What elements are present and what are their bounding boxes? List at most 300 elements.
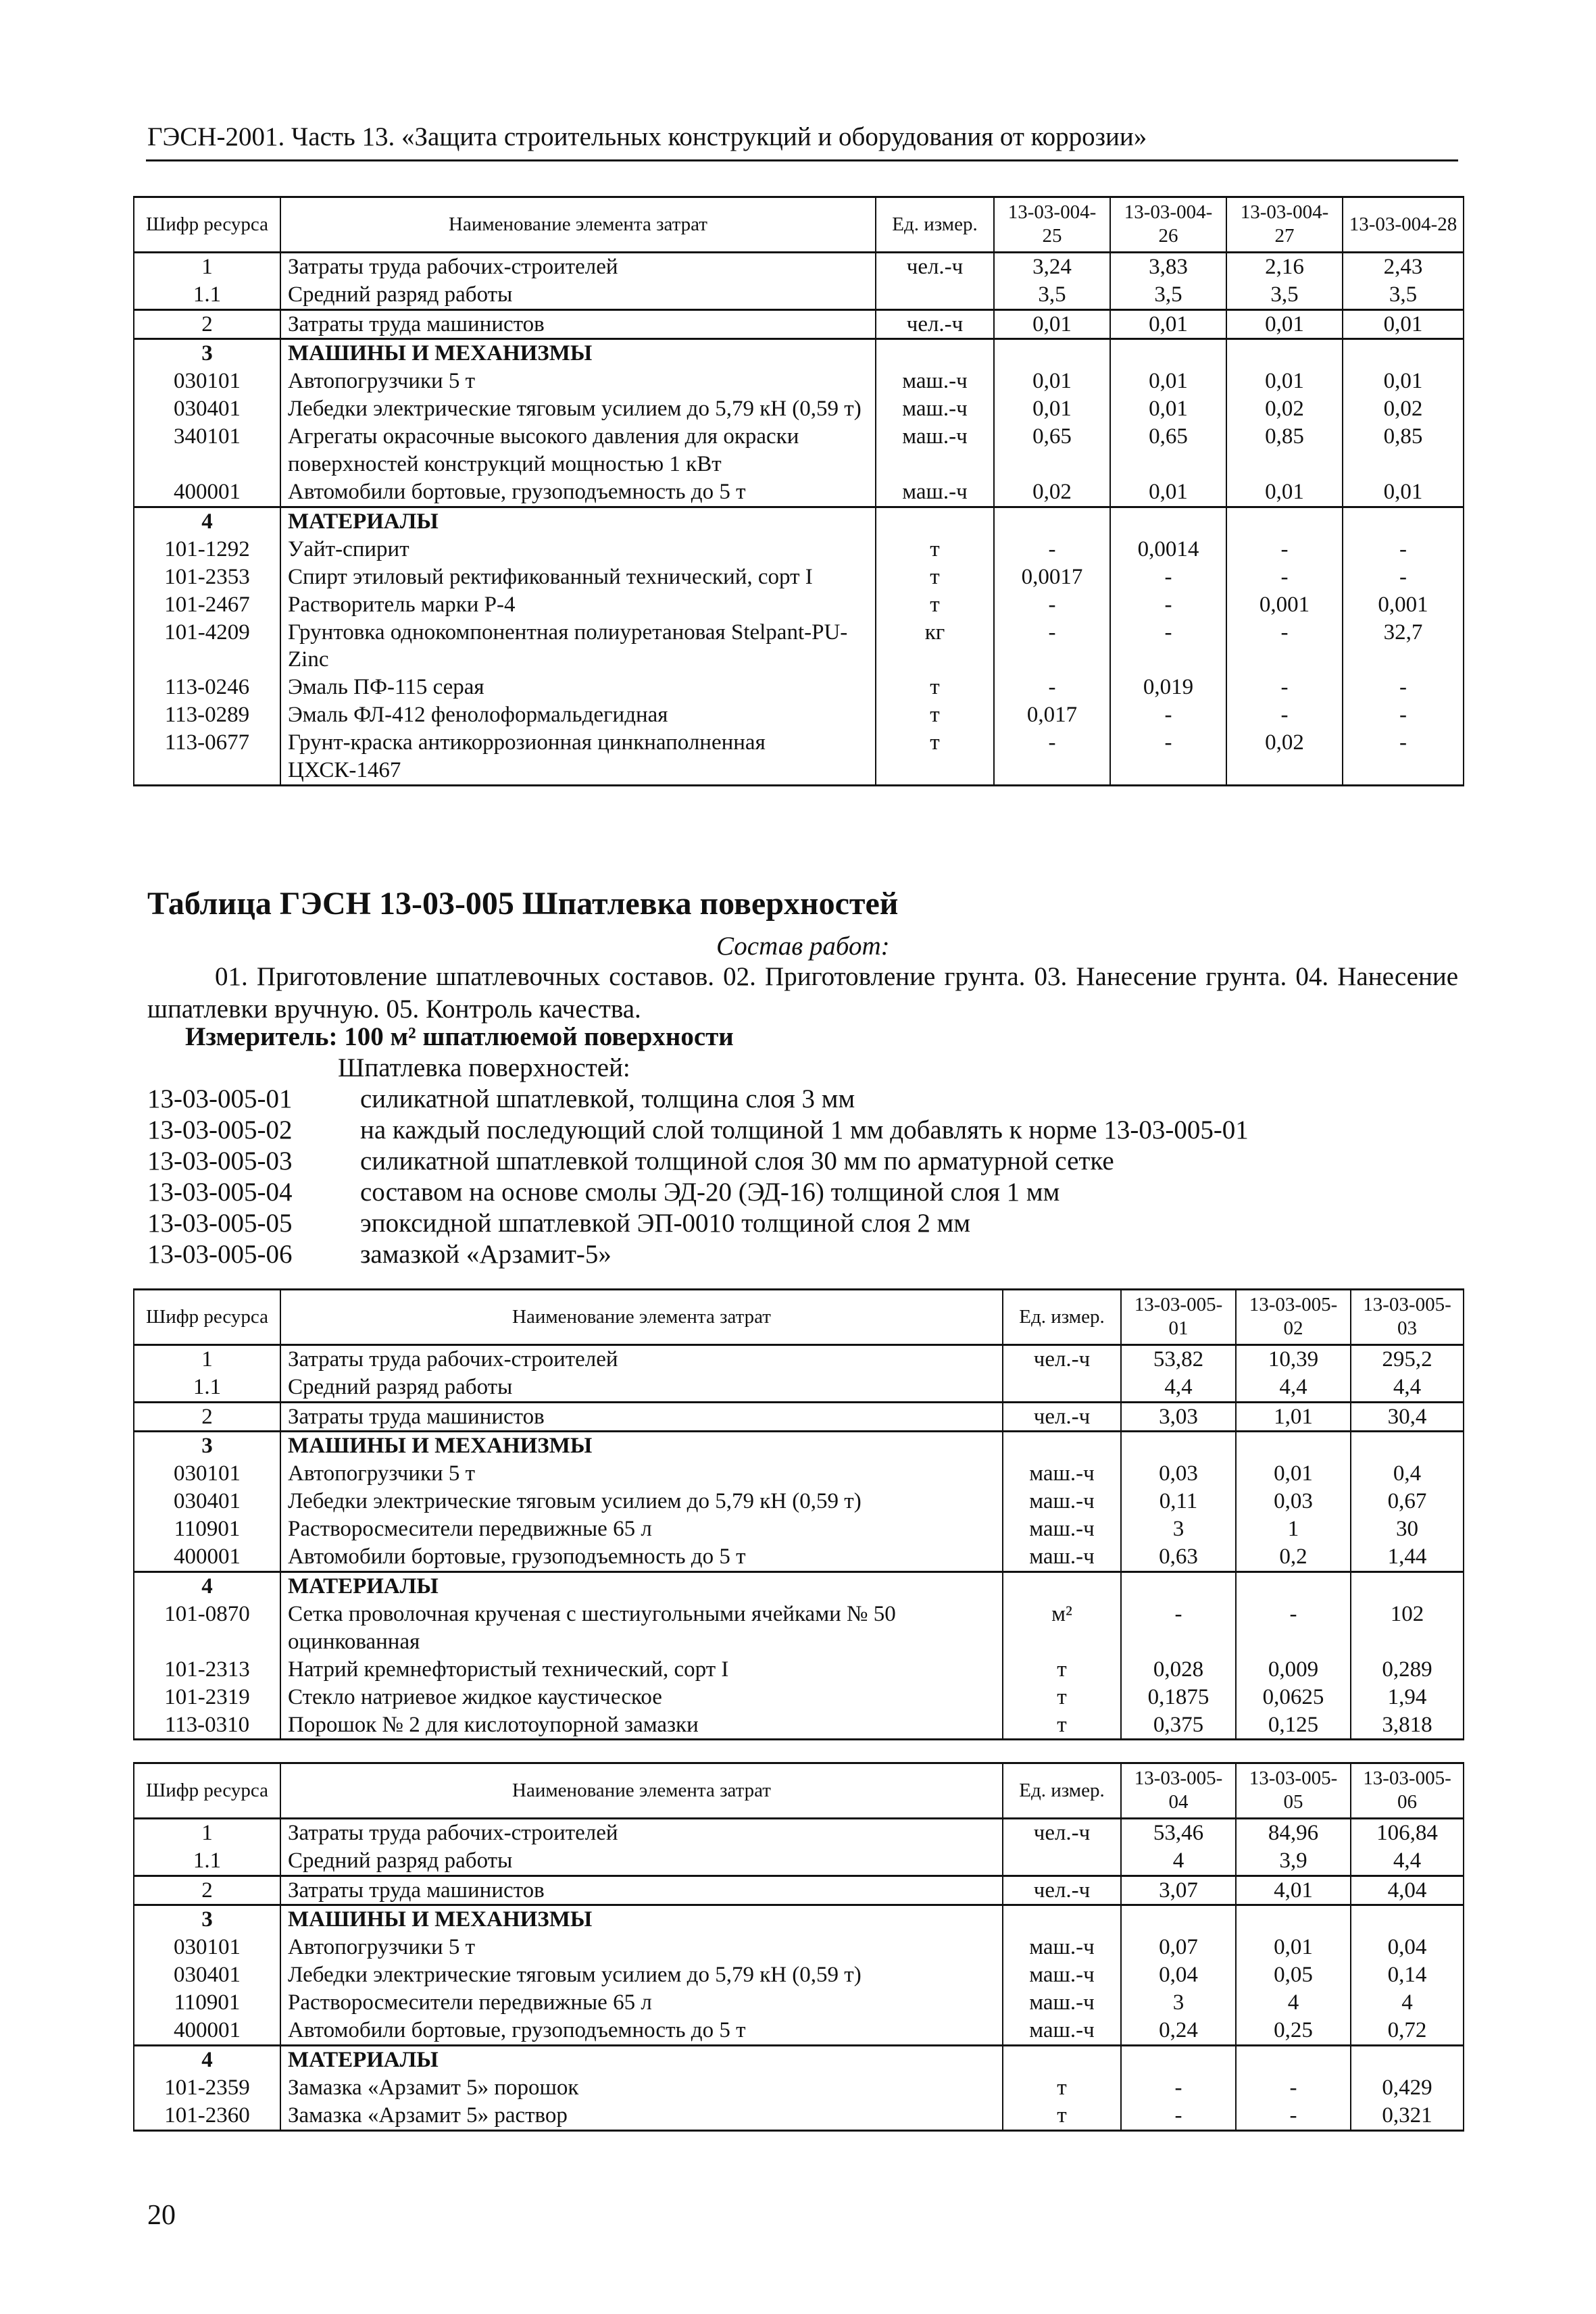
norm-code: 13-03-005-03	[147, 1147, 293, 1176]
resource-code: 1.1	[134, 281, 280, 309]
norm-text: на каждый последующий слой толщиной 1 мм добавлять к норме 13-03-005-01	[360, 1115, 1249, 1145]
resource-name: Уайт-спирит	[280, 536, 876, 563]
norm-value: -	[1226, 701, 1343, 729]
resource-name: Стекло натриевое жидкое каустическое	[280, 1684, 1003, 1711]
norm-value: 2,16	[1226, 252, 1343, 280]
table-row	[134, 536, 1464, 563]
resource-unit: маш.-ч	[876, 478, 994, 507]
table-row	[134, 1989, 1464, 2017]
table-row	[134, 1515, 1464, 1543]
norm-value: 84,96	[1236, 1818, 1351, 1846]
norm-value: 30,4	[1351, 1402, 1464, 1432]
resource-unit: т	[1003, 1711, 1121, 1740]
norm-value: -	[994, 619, 1110, 674]
column-header: 13-03-005-04	[1121, 1763, 1236, 1819]
norm-code: 13-03-005-06	[147, 1240, 293, 1269]
resource-code: 101-2319	[134, 1684, 280, 1711]
norm-value: 4,4	[1121, 1374, 1236, 1402]
column-header: Ед. измер.	[876, 197, 994, 253]
norm-value: 0,0014	[1110, 536, 1226, 563]
resource-code: 1	[134, 1818, 280, 1846]
norm-value: 0,017	[994, 701, 1110, 729]
resource-code: 101-0870	[134, 1601, 280, 1656]
resource-code: 030101	[134, 368, 280, 395]
norm-value: 295,2	[1351, 1344, 1464, 1373]
resource-code: 101-1292	[134, 536, 280, 563]
resource-name: Грунт-краска антикоррозионная цинкнаполненная ЦХСК-1467	[280, 729, 876, 785]
norm-value: 3,9	[1236, 1847, 1351, 1876]
norm-value: -	[1236, 1601, 1351, 1656]
resource-name: Растворитель марки Р-4	[280, 591, 876, 619]
norm-value: 0,125	[1236, 1711, 1351, 1740]
resource-code: 400001	[134, 478, 280, 507]
resource-name: Затраты труда машинистов	[280, 1402, 1003, 1432]
norm-value: 1,01	[1236, 1402, 1351, 1432]
resource-code: 1.1	[134, 1847, 280, 1876]
norm-value: 3,5	[1110, 281, 1226, 309]
norm-value	[1351, 2046, 1464, 2074]
table-row	[134, 1374, 1464, 1402]
norm-value: 0,01	[1226, 368, 1343, 395]
resource-unit: маш.-ч	[876, 395, 994, 423]
table-row	[134, 507, 1464, 535]
norm-value: -	[1110, 563, 1226, 591]
norm-value: 0,028	[1121, 1656, 1236, 1684]
norm-value: 0,001	[1343, 591, 1464, 619]
table-row	[134, 478, 1464, 507]
norm-value: 0,01	[1110, 395, 1226, 423]
resource-name: МАШИНЫ И МЕХАНИЗМЫ	[280, 339, 876, 368]
meter-line: Измеритель: 100 м² шпатлюемой поверхности	[185, 1022, 734, 1051]
norm-value: 0,01	[994, 368, 1110, 395]
norm-value: 3,03	[1121, 1402, 1236, 1432]
resource-unit: маш.-ч	[1003, 1488, 1121, 1515]
norm-value: 0,321	[1351, 2102, 1464, 2130]
resource-code: 113-0289	[134, 701, 280, 729]
resource-code: 110901	[134, 1989, 280, 2017]
resource-unit: маш.-ч	[876, 368, 994, 395]
norm-value	[1343, 339, 1464, 368]
table-row	[134, 1905, 1464, 1934]
resource-unit: т	[1003, 1684, 1121, 1711]
resource-unit: м²	[1003, 1601, 1121, 1656]
resource-name: Автопогрузчики 5 т	[280, 1460, 1003, 1488]
resource-code: 4	[134, 1572, 280, 1601]
resource-name: Затраты труда рабочих-строителей	[280, 1344, 1003, 1373]
resource-code: 113-0677	[134, 729, 280, 785]
norm-value: 0,01	[1110, 309, 1226, 339]
table-row	[134, 1656, 1464, 1684]
resource-name: Средний разряд работы	[280, 1847, 1003, 1876]
norm-value: 0,03	[1236, 1488, 1351, 1515]
norm-value	[1110, 339, 1226, 368]
norm-item	[147, 1146, 1249, 1177]
norm-value	[1226, 507, 1343, 535]
norm-value: 0,07	[1121, 1934, 1236, 1961]
norm-item	[147, 1115, 1249, 1146]
resource-name: Затраты труда машинистов	[280, 1876, 1003, 1905]
norm-value: 0,009	[1236, 1656, 1351, 1684]
resource-code: 101-2313	[134, 1656, 280, 1684]
norm-value: 32,7	[1343, 619, 1464, 674]
norm-value	[1236, 1432, 1351, 1460]
norm-value: 0,001	[1226, 591, 1343, 619]
norm-value: 0,01	[1343, 309, 1464, 339]
table-row	[134, 1934, 1464, 1961]
table-row	[134, 1402, 1464, 1432]
column-header: 13-03-005-01	[1121, 1290, 1236, 1345]
table-row	[134, 309, 1464, 339]
resource-table-005-b	[133, 1762, 1464, 2132]
resource-code: 110901	[134, 1515, 280, 1543]
resource-name: Замазка «Арзамит 5» раствор	[280, 2102, 1003, 2130]
resource-code: 101-2360	[134, 2102, 280, 2130]
norm-value: 0,72	[1351, 2017, 1464, 2045]
column-header: 13-03-005-05	[1236, 1763, 1351, 1819]
table-row	[134, 2074, 1464, 2102]
norm-item	[147, 1239, 1249, 1270]
norm-value	[1226, 339, 1343, 368]
norm-value: 0,019	[1110, 674, 1226, 701]
norm-value	[1121, 2046, 1236, 2074]
resource-name: МАТЕРИАЛЫ	[280, 1572, 1003, 1601]
norm-value: 0,25	[1236, 2017, 1351, 2045]
table-row	[134, 1572, 1464, 1601]
resource-unit: чел.-ч	[876, 252, 994, 280]
norm-value	[994, 339, 1110, 368]
norm-value	[1121, 1905, 1236, 1934]
norm-value: 0,65	[994, 423, 1110, 478]
norm-value: 0,65	[1110, 423, 1226, 478]
resource-unit	[1003, 1847, 1121, 1876]
norm-item	[147, 1084, 1249, 1115]
table-row	[134, 729, 1464, 785]
norm-value	[1110, 507, 1226, 535]
table-row	[134, 591, 1464, 619]
norm-value: -	[1343, 701, 1464, 729]
table-row	[134, 1601, 1464, 1656]
resource-unit	[1003, 1572, 1121, 1601]
norm-value: 1,44	[1351, 1543, 1464, 1571]
norm-value: 0,01	[1226, 478, 1343, 507]
norm-value: 0,01	[994, 395, 1110, 423]
column-header: Ед. измер.	[1003, 1290, 1121, 1345]
resource-code: 4	[134, 507, 280, 535]
norm-value	[1351, 1905, 1464, 1934]
norm-value: -	[1121, 2102, 1236, 2130]
resource-code: 3	[134, 339, 280, 368]
norm-value: 0,24	[1121, 2017, 1236, 2045]
table-row	[134, 619, 1464, 674]
table-row	[134, 1961, 1464, 1989]
table-row	[134, 339, 1464, 368]
resource-name: Автомобили бортовые, грузоподъемность до 5 т	[280, 1543, 1003, 1571]
norm-value: -	[1121, 2074, 1236, 2102]
column-header: Наименование элемента затрат	[280, 197, 876, 253]
resource-code: 4	[134, 2046, 280, 2074]
table-row	[134, 1460, 1464, 1488]
table-row	[134, 674, 1464, 701]
resource-unit: т	[1003, 2074, 1121, 2102]
resource-name: Затраты труда рабочих-строителей	[280, 1818, 1003, 1846]
table-row	[134, 1344, 1464, 1373]
column-header: 13-03-004-26	[1110, 197, 1226, 253]
resource-name: МАТЕРИАЛЫ	[280, 507, 876, 535]
norm-value: -	[994, 591, 1110, 619]
norm-code: 13-03-005-05	[147, 1209, 293, 1238]
norm-value: 0,01	[1343, 368, 1464, 395]
norm-value	[1121, 1572, 1236, 1601]
resource-code: 030401	[134, 395, 280, 423]
norm-value: 0,0017	[994, 563, 1110, 591]
resource-unit: кг	[876, 619, 994, 674]
resource-code: 101-2359	[134, 2074, 280, 2102]
norm-value: -	[1226, 536, 1343, 563]
resource-name: Лебедки электрические тяговым усилием до 5,79 кН (0,59 т)	[280, 1488, 1003, 1515]
resource-name: Сетка проволочная крученая с шестиугольными ячейками № 50 оцинкованная	[280, 1601, 1003, 1656]
norm-value	[1351, 1432, 1464, 1460]
column-header: 13-03-004-25	[994, 197, 1110, 253]
column-header: Наименование элемента затрат	[280, 1290, 1003, 1345]
resource-name: Затраты труда рабочих-строителей	[280, 252, 876, 280]
table-header	[134, 1763, 1464, 1819]
norm-value: 0,02	[1226, 395, 1343, 423]
resource-name: Лебедки электрические тяговым усилием до 5,79 кН (0,59 т)	[280, 1961, 1003, 1989]
norm-item	[147, 1208, 1249, 1239]
section-title: Таблица ГЭСН 13-03-005 Шпатлевка поверхностей	[147, 886, 899, 922]
norm-value	[1236, 2046, 1351, 2074]
norm-value: 4,4	[1351, 1847, 1464, 1876]
resource-code: 030401	[134, 1961, 280, 1989]
norm-value: 0,01	[1226, 309, 1343, 339]
norm-value: 0,02	[1226, 729, 1343, 785]
norm-value: 0,01	[1110, 478, 1226, 507]
norm-value: 106,84	[1351, 1818, 1464, 1846]
norm-value: 4,4	[1236, 1374, 1351, 1402]
norm-value: 1	[1236, 1515, 1351, 1543]
table-row	[134, 701, 1464, 729]
table-row	[134, 281, 1464, 309]
table-row	[134, 2102, 1464, 2130]
resource-code: 113-0246	[134, 674, 280, 701]
norm-text: силикатной шпатлевкой толщиной слоя 30 мм по арматурной сетке	[360, 1147, 1114, 1176]
operations-text: 01. Приготовление шпатлевочных составов. 02. Приготовление грунта. 03. Нанесение грунта. 04. Нанесение шпатлевки вручную. 05. Контроль качества.	[147, 962, 1458, 1024]
norm-value: 0,11	[1121, 1488, 1236, 1515]
table-row	[134, 563, 1464, 591]
resource-unit: чел.-ч	[1003, 1818, 1121, 1846]
norm-value: 0,01	[1236, 1460, 1351, 1488]
table-row	[134, 423, 1464, 478]
norm-value: 3,5	[994, 281, 1110, 309]
resource-unit: т	[1003, 1656, 1121, 1684]
norm-value: 0,02	[994, 478, 1110, 507]
norm-value: -	[1110, 591, 1226, 619]
resource-unit: маш.-ч	[1003, 1961, 1121, 1989]
table-row	[134, 368, 1464, 395]
norm-value: 0,04	[1121, 1961, 1236, 1989]
norm-value: 0,01	[1110, 368, 1226, 395]
resource-code: 030401	[134, 1488, 280, 1515]
resource-code: 1.1	[134, 1374, 280, 1402]
resource-name: Замазка «Арзамит 5» порошок	[280, 2074, 1003, 2102]
norm-value: 102	[1351, 1601, 1464, 1656]
resource-unit	[1003, 1374, 1121, 1402]
norm-value	[1236, 1905, 1351, 1934]
resource-unit: маш.-ч	[876, 423, 994, 478]
resource-name: Агрегаты окрасочные высокого давления для окраски поверхностей конструкций мощностью 1 кВт	[280, 423, 876, 478]
resource-code: 2	[134, 309, 280, 339]
resource-unit: маш.-ч	[1003, 1989, 1121, 2017]
resource-name: МАШИНЫ И МЕХАНИЗМЫ	[280, 1432, 1003, 1460]
norm-value: 0,4	[1351, 1460, 1464, 1488]
resource-code: 3	[134, 1432, 280, 1460]
norm-value: -	[1110, 729, 1226, 785]
resource-unit: т	[876, 591, 994, 619]
resource-code: 101-4209	[134, 619, 280, 674]
norm-value: 3,24	[994, 252, 1110, 280]
norm-value: -	[1343, 674, 1464, 701]
norm-value	[1236, 1572, 1351, 1601]
resource-unit: т	[876, 674, 994, 701]
resource-name: Растворосмесители передвижные 65 л	[280, 1515, 1003, 1543]
resource-name: Затраты труда машинистов	[280, 309, 876, 339]
table-row	[134, 1488, 1464, 1515]
resource-unit: т	[876, 701, 994, 729]
norm-value: 3,818	[1351, 1711, 1464, 1740]
table-row	[134, 1847, 1464, 1876]
norm-value: 53,46	[1121, 1818, 1236, 1846]
norm-value: -	[994, 674, 1110, 701]
resource-unit: т	[1003, 2102, 1121, 2130]
norm-value: 2,43	[1343, 252, 1464, 280]
norm-value: 0,429	[1351, 2074, 1464, 2102]
resource-name: Автопогрузчики 5 т	[280, 1934, 1003, 1961]
resource-unit: чел.-ч	[1003, 1344, 1121, 1373]
page-number: 20	[147, 2200, 176, 2231]
resource-unit: маш.-ч	[1003, 2017, 1121, 2045]
resource-unit: т	[876, 729, 994, 785]
norm-text: эпоксидной шпатлевкой ЭП-0010 толщиной слоя 2 мм	[360, 1209, 970, 1238]
resource-unit	[1003, 1432, 1121, 1460]
resource-name: Растворосмесители передвижные 65 л	[280, 1989, 1003, 2017]
norm-value: -	[1343, 536, 1464, 563]
norm-value: 10,39	[1236, 1344, 1351, 1373]
table-row	[134, 1543, 1464, 1571]
norm-value: -	[1236, 2074, 1351, 2102]
norm-value: 0,03	[1121, 1460, 1236, 1488]
norm-value: 0,85	[1343, 423, 1464, 478]
norm-value: 3,5	[1226, 281, 1343, 309]
norm-value	[1351, 1572, 1464, 1601]
norm-value: 30	[1351, 1515, 1464, 1543]
resource-code: 340101	[134, 423, 280, 478]
column-header: Наименование элемента затрат	[280, 1763, 1003, 1819]
table-row	[134, 2017, 1464, 2045]
resource-name: Спирт этиловый ректификованный технический, сорт I	[280, 563, 876, 591]
resource-code: 101-2353	[134, 563, 280, 591]
column-header: 13-03-004-27	[1226, 197, 1343, 253]
table-row	[134, 1711, 1464, 1740]
norm-value: 0,04	[1351, 1934, 1464, 1961]
norm-value: 3,83	[1110, 252, 1226, 280]
resource-name: Средний разряд работы	[280, 281, 876, 309]
norm-text: составом на основе смолы ЭД-20 (ЭД-16) толщиной слоя 1 мм	[360, 1178, 1060, 1207]
resource-unit: маш.-ч	[1003, 1460, 1121, 1488]
norm-text: силикатной шпатлевкой, толщина слоя 3 мм	[360, 1084, 855, 1113]
table-row	[134, 1876, 1464, 1905]
table-row	[134, 1818, 1464, 1846]
resource-name: Автопогрузчики 5 т	[280, 368, 876, 395]
norm-value	[1343, 507, 1464, 535]
resource-unit: т	[876, 536, 994, 563]
norm-code: 13-03-005-02	[147, 1115, 293, 1145]
column-header: Шифр ресурса	[134, 197, 280, 253]
column-header: Ед. измер.	[1003, 1763, 1121, 1819]
running-header: ГЭСН-2001. Часть 13. «Защита строительных конструкций и оборудования от коррозии»	[147, 122, 1147, 151]
table-row	[134, 1684, 1464, 1711]
norm-value	[1121, 1432, 1236, 1460]
norm-value: -	[1226, 674, 1343, 701]
resource-unit	[876, 339, 994, 368]
resource-unit: маш.-ч	[1003, 1543, 1121, 1571]
norm-item	[147, 1177, 1249, 1208]
section-subtitle: Состав работ:	[716, 932, 890, 961]
norm-value: 0,05	[1236, 1961, 1351, 1989]
resource-name: Средний разряд работы	[280, 1374, 1003, 1402]
norm-value: -	[1236, 2102, 1351, 2130]
norm-value: 3	[1121, 1989, 1236, 2017]
norm-code: 13-03-005-04	[147, 1178, 293, 1207]
norm-value: 3,07	[1121, 1876, 1236, 1905]
norm-value: 4	[1236, 1989, 1351, 2017]
resource-code: 400001	[134, 2017, 280, 2045]
norm-value: 0,01	[994, 309, 1110, 339]
norm-value: 1,94	[1351, 1684, 1464, 1711]
table-row	[134, 2046, 1464, 2074]
norm-value: -	[1110, 619, 1226, 674]
column-header: 13-03-005-02	[1236, 1290, 1351, 1345]
resource-code: 400001	[134, 1543, 280, 1571]
resource-name: МАШИНЫ И МЕХАНИЗМЫ	[280, 1905, 1003, 1934]
norm-value: 0,1875	[1121, 1684, 1236, 1711]
table-row	[134, 252, 1464, 280]
norm-value: 4,04	[1351, 1876, 1464, 1905]
resource-name: Лебедки электрические тяговым усилием до 5,79 кН (0,59 т)	[280, 395, 876, 423]
norm-value: 4	[1121, 1847, 1236, 1876]
norm-value: 4,4	[1351, 1374, 1464, 1402]
resource-code: 2	[134, 1876, 280, 1905]
norm-value: 53,82	[1121, 1344, 1236, 1373]
norm-value: -	[1121, 1601, 1236, 1656]
resource-code: 1	[134, 252, 280, 280]
resource-code: 2	[134, 1402, 280, 1432]
norm-value: 0,67	[1351, 1488, 1464, 1515]
table-row	[134, 1432, 1464, 1460]
resource-code: 101-2467	[134, 591, 280, 619]
norm-value: -	[1226, 563, 1343, 591]
norm-value: 0,02	[1343, 395, 1464, 423]
resource-name: Автомобили бортовые, грузоподъемность до 5 т	[280, 478, 876, 507]
resource-unit: чел.-ч	[1003, 1402, 1121, 1432]
table-header	[134, 197, 1464, 253]
resource-unit: маш.-ч	[1003, 1934, 1121, 1961]
resource-name: Автомобили бортовые, грузоподъемность до 5 т	[280, 2017, 1003, 2045]
resource-unit	[876, 507, 994, 535]
header-rule	[146, 159, 1458, 161]
norm-value: 0,375	[1121, 1711, 1236, 1740]
resource-name: Грунтовка однокомпонентная полиуретановая Stelpant-PU-Zinc	[280, 619, 876, 674]
resource-code: 1	[134, 1344, 280, 1373]
